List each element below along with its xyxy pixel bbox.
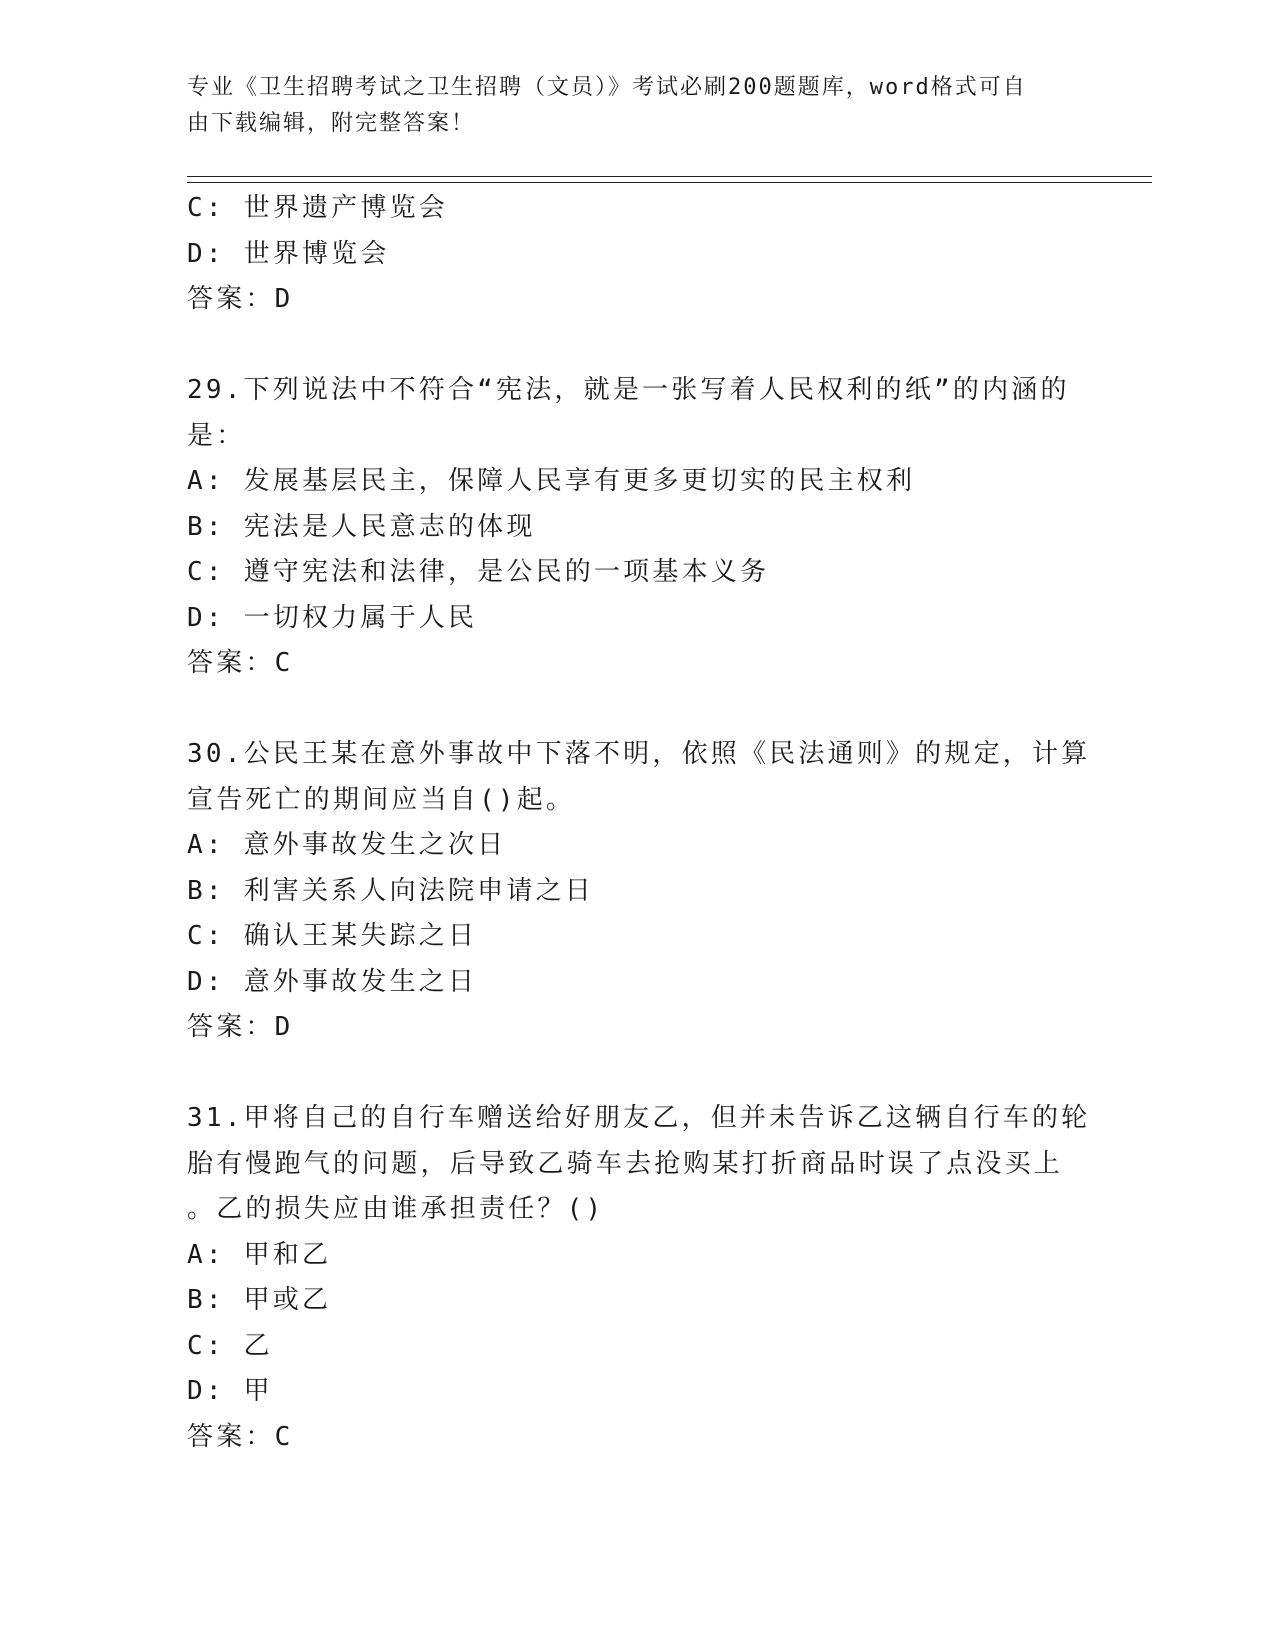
question-text-line: 31.甲将自己的自行车赠送给好朋友乙，但并未告诉乙这辆自行车的轮	[187, 1103, 1091, 1133]
question-text-line: 29.下列说法中不符合“宪法，就是一张写着人民权利的纸”的内涵的	[187, 375, 1070, 405]
header-title-line-1: 专业《卫生招聘考试之卫生招聘（文员）》考试必刷200题题库，word格式可自	[187, 75, 1027, 100]
spacer	[187, 323, 1087, 369]
spacer	[187, 687, 1087, 733]
question-text-line: 宣告死亡的期间应当自()起。	[187, 784, 576, 815]
answer-line: 答案：C	[187, 1421, 294, 1452]
option-d: D: 意外事故发生之日	[187, 966, 478, 997]
question-text-line: 是：	[187, 420, 246, 451]
question-text-line: 。乙的损失应由谁承担责任？()	[187, 1194, 605, 1224]
option-b: B: 宪法是人民意志的体现	[187, 511, 536, 542]
spacer	[187, 1051, 1087, 1097]
option-b: B: 甲或乙	[187, 1285, 332, 1315]
option-d: D: 一切权力属于人民	[187, 602, 478, 633]
answer-line: 答案：C	[187, 648, 294, 678]
question-30	[187, 732, 1091, 1051]
answer-line: 答案：D	[187, 1012, 294, 1042]
option-c: C: 遵守宪法和法律，是公民的一项基本义务	[187, 557, 770, 587]
option-a: A: 发展基层民主，保障人民享有更多更切实的民主权利	[187, 466, 916, 496]
answer-line: 答案：D	[187, 284, 294, 314]
option-c: C: 确认王某失踪之日	[187, 921, 478, 951]
option-d: D: 甲	[187, 1376, 273, 1406]
question-content	[187, 186, 1091, 1460]
header-divider-top	[187, 176, 1152, 177]
question-29	[187, 368, 1087, 687]
question-text-line: 30.公民王某在意外事故中下落不明，依照《民法通则》的规定，计算	[187, 739, 1091, 769]
question-text-line: 胎有慢跑气的问题，后导致乙骑车去抢购某打折商品时误了点没买上	[187, 1148, 1064, 1179]
option-d: D: 世界博览会	[187, 238, 390, 269]
prev-question-block	[187, 186, 1087, 323]
option-a: A: 甲和乙	[187, 1239, 332, 1270]
option-a: A: 意外事故发生之次日	[187, 830, 507, 860]
option-c: C: 乙	[187, 1330, 273, 1361]
question-31	[187, 1096, 1091, 1460]
option-b: B: 利害关系人向法院申请之日	[187, 875, 594, 906]
option-c: C: 世界遗产博览会	[187, 193, 448, 223]
document-header	[187, 70, 1067, 142]
header-title-line-2: 由下载编辑，附完整答案！	[187, 111, 476, 136]
header-divider-bottom	[187, 182, 1152, 183]
